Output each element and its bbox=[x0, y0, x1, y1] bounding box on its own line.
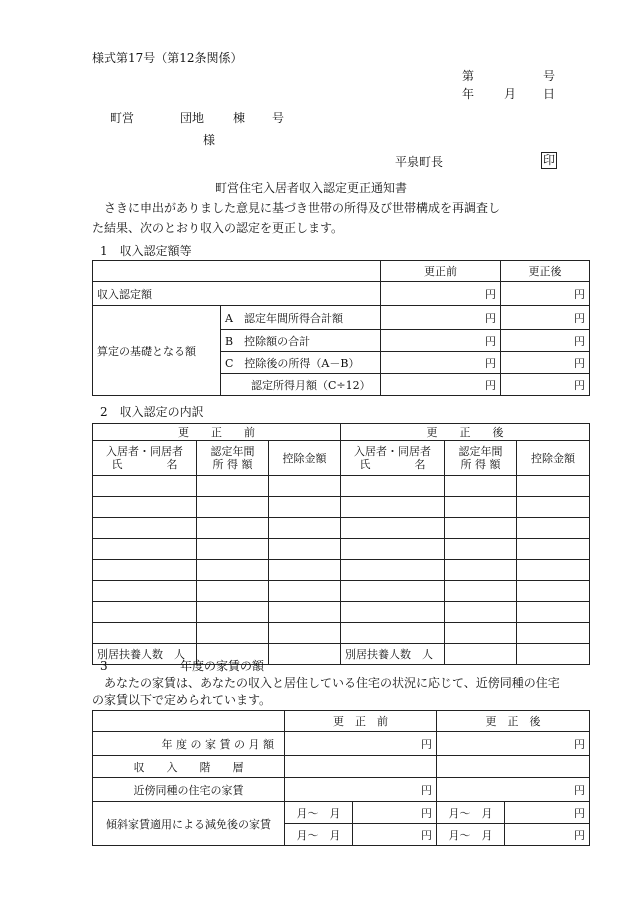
after-separate-dependents[interactable]: 別居扶養人数 人 bbox=[341, 644, 445, 665]
rent-col-after: 更 正 後 bbox=[437, 711, 590, 732]
reduced-before-amount-1[interactable]: 円 bbox=[353, 802, 437, 824]
before-member-cell[interactable] bbox=[93, 497, 197, 518]
class-before-cell[interactable] bbox=[285, 756, 437, 778]
before-deduct-cell[interactable] bbox=[269, 518, 341, 539]
section3-text-line-2: の家賃以下で定められています。 bbox=[92, 693, 272, 707]
c-before-cell[interactable]: 円 bbox=[381, 352, 501, 374]
before-annual-cell[interactable] bbox=[197, 602, 269, 623]
after-annual-cell[interactable] bbox=[445, 497, 517, 518]
before-separate-dependents[interactable]: 別居扶養人数 人 bbox=[93, 644, 197, 665]
row-basis-label: 算定の基礎となる額 bbox=[93, 306, 221, 396]
breakdown-row bbox=[93, 581, 590, 602]
after-footer-blank-1 bbox=[445, 644, 517, 665]
after-annual-cell[interactable] bbox=[445, 623, 517, 644]
recipient-honorific: 様 bbox=[203, 133, 216, 147]
monthly-after-cell[interactable]: 円 bbox=[501, 374, 590, 396]
before-member-cell[interactable] bbox=[93, 581, 197, 602]
neighbor-after-cell[interactable]: 円 bbox=[437, 778, 590, 802]
c-after-cell[interactable]: 円 bbox=[501, 352, 590, 374]
row-class-label: 収 入 階 層 bbox=[93, 756, 285, 778]
section3-heading: 年度の家賃の額 bbox=[180, 659, 265, 673]
after-deduct-cell[interactable] bbox=[517, 518, 590, 539]
before-footer-blank-2 bbox=[269, 644, 341, 665]
before-annual-cell[interactable] bbox=[197, 497, 269, 518]
address-tou: 棟 bbox=[233, 111, 246, 125]
address-danchi: 団地 bbox=[180, 111, 205, 125]
reduced-after-range-1[interactable]: 月～ 月 bbox=[437, 802, 505, 824]
after-deduct-cell[interactable] bbox=[517, 476, 590, 497]
after-annual-cell[interactable] bbox=[445, 476, 517, 497]
document-title: 町営住宅入居者収入認定更正通知書 bbox=[215, 181, 408, 195]
before-annual-cell[interactable] bbox=[197, 623, 269, 644]
before-annual-cell[interactable] bbox=[197, 560, 269, 581]
number-go: 号 bbox=[543, 69, 556, 83]
breakdown-row bbox=[93, 560, 590, 581]
before-deduct-header: 控除金額 bbox=[269, 441, 341, 476]
row-rent-label: 年 度 の 家 賃 の 月 額 bbox=[93, 732, 285, 756]
income-col-before: 更正前 bbox=[381, 261, 501, 282]
rent-table bbox=[92, 710, 590, 846]
after-annual-cell[interactable] bbox=[445, 539, 517, 560]
income-after-cell[interactable]: 円 bbox=[501, 282, 590, 306]
after-deduct-cell[interactable] bbox=[517, 560, 590, 581]
date-year: 年 bbox=[462, 87, 475, 101]
income-table bbox=[92, 260, 590, 396]
income-before-cell[interactable]: 円 bbox=[381, 282, 501, 306]
before-member-cell[interactable] bbox=[93, 602, 197, 623]
before-annual-header: 認定年間 所 得 額 bbox=[197, 441, 269, 476]
after-annual-cell[interactable] bbox=[445, 602, 517, 623]
address-gou: 号 bbox=[272, 111, 285, 125]
before-deduct-cell[interactable] bbox=[269, 476, 341, 497]
row-b-label: B 控除額の合計 bbox=[221, 330, 381, 352]
breakdown-row bbox=[93, 518, 590, 539]
breakdown-row bbox=[93, 539, 590, 560]
row-monthly-label: 認定所得月額（C÷12） bbox=[221, 374, 381, 396]
rent-table-corner bbox=[93, 711, 285, 732]
before-member-header: 入居者・同居者 氏 名 bbox=[93, 441, 197, 476]
a-before-cell[interactable]: 円 bbox=[381, 306, 501, 330]
after-deduct-header: 控除金額 bbox=[517, 441, 590, 476]
reduced-after-amount-1[interactable]: 円 bbox=[505, 802, 590, 824]
a-after-cell[interactable]: 円 bbox=[501, 306, 590, 330]
section3-number: 3 bbox=[100, 659, 108, 673]
before-member-cell[interactable] bbox=[93, 560, 197, 581]
breakdown-row bbox=[93, 497, 590, 518]
after-annual-cell[interactable] bbox=[445, 581, 517, 602]
row-c-label: C 控除後の所得（A－B） bbox=[221, 352, 381, 374]
reduced-after-range-2[interactable]: 月～ 月 bbox=[437, 824, 505, 846]
reduced-before-range-1[interactable]: 月～ 月 bbox=[285, 802, 353, 824]
rent-after-cell[interactable]: 円 bbox=[437, 732, 590, 756]
row-neighbor-label: 近傍同種の住宅の家賃 bbox=[93, 778, 285, 802]
after-member-cell[interactable] bbox=[341, 476, 445, 497]
before-deduct-cell[interactable] bbox=[269, 623, 341, 644]
after-deduct-cell[interactable] bbox=[517, 539, 590, 560]
reduced-before-range-2[interactable]: 月～ 月 bbox=[285, 824, 353, 846]
form-number: 様式第17号（第12条関係） bbox=[92, 51, 243, 65]
after-member-cell[interactable] bbox=[341, 602, 445, 623]
before-deduct-cell[interactable] bbox=[269, 581, 341, 602]
before-deduct-cell[interactable] bbox=[269, 560, 341, 581]
after-member-cell[interactable] bbox=[341, 497, 445, 518]
before-deduct-cell[interactable] bbox=[269, 497, 341, 518]
after-deduct-cell[interactable] bbox=[517, 602, 590, 623]
reduced-before-amount-2[interactable]: 円 bbox=[353, 824, 437, 846]
b-after-cell[interactable]: 円 bbox=[501, 330, 590, 352]
after-member-cell[interactable] bbox=[341, 539, 445, 560]
class-after-cell[interactable] bbox=[437, 756, 590, 778]
body-text-line-1: さきに申出がありました意見に基づき世帯の所得及び世帯構成を再調査し bbox=[104, 201, 501, 215]
after-annual-header: 認定年間 所 得 額 bbox=[445, 441, 517, 476]
row-income-label: 収入認定額 bbox=[93, 282, 381, 306]
breakdown-row bbox=[93, 476, 590, 497]
breakdown-row bbox=[93, 602, 590, 623]
after-annual-cell[interactable] bbox=[445, 560, 517, 581]
row-a-label: A 認定年間所得合計額 bbox=[221, 306, 381, 330]
after-annual-cell[interactable] bbox=[445, 518, 517, 539]
before-member-cell[interactable] bbox=[93, 476, 197, 497]
before-annual-cell[interactable] bbox=[197, 581, 269, 602]
before-deduct-cell[interactable] bbox=[269, 539, 341, 560]
seal-mark: 印 bbox=[542, 153, 555, 167]
section3-text-line-1: あなたの家賃は、あなたの収入と居住している住宅の状況に応じて、近傍同種の住宅 bbox=[104, 676, 560, 690]
breakdown-row bbox=[93, 623, 590, 644]
before-annual-cell[interactable] bbox=[197, 476, 269, 497]
date-month: 月 bbox=[504, 87, 517, 101]
after-deduct-cell[interactable] bbox=[517, 623, 590, 644]
row-reduced-label: 傾斜家賃適用による減免後の家賃 bbox=[93, 802, 285, 846]
after-member-cell[interactable] bbox=[341, 623, 445, 644]
before-member-cell[interactable] bbox=[93, 539, 197, 560]
monthly-before-cell[interactable]: 円 bbox=[381, 374, 501, 396]
section1-heading: 1 収入認定額等 bbox=[100, 244, 192, 258]
breakdown-table bbox=[92, 423, 590, 665]
after-member-cell[interactable] bbox=[341, 518, 445, 539]
b-before-cell[interactable]: 円 bbox=[381, 330, 501, 352]
after-footer-blank-2 bbox=[517, 644, 590, 665]
address-chouei: 町営 bbox=[110, 111, 135, 125]
after-member-cell[interactable] bbox=[341, 581, 445, 602]
before-annual-cell[interactable] bbox=[197, 539, 269, 560]
breakdown-after-header: 更 正 後 bbox=[341, 424, 590, 441]
section2-heading: 2 収入認定の内訳 bbox=[100, 405, 204, 419]
before-member-cell[interactable] bbox=[93, 518, 197, 539]
breakdown-before-header: 更 正 前 bbox=[93, 424, 341, 441]
before-deduct-cell[interactable] bbox=[269, 602, 341, 623]
rent-before-cell[interactable]: 円 bbox=[285, 732, 437, 756]
reduced-after-amount-2[interactable]: 円 bbox=[505, 824, 590, 846]
body-text-line-2: た結果、次のとおり収入の認定を更正します。 bbox=[92, 221, 344, 235]
neighbor-before-cell[interactable]: 円 bbox=[285, 778, 437, 802]
date-day: 日 bbox=[543, 87, 556, 101]
income-table-corner bbox=[93, 261, 381, 282]
after-member-cell[interactable] bbox=[341, 560, 445, 581]
number-dai: 第 bbox=[462, 69, 475, 83]
after-deduct-cell[interactable] bbox=[517, 497, 590, 518]
before-member-cell[interactable] bbox=[93, 623, 197, 644]
mayor-name: 平泉町長 bbox=[395, 155, 444, 169]
rent-col-before: 更 正 前 bbox=[285, 711, 437, 732]
after-member-header: 入居者・同居者 氏 名 bbox=[341, 441, 445, 476]
after-deduct-cell[interactable] bbox=[517, 581, 590, 602]
income-col-after: 更正後 bbox=[501, 261, 590, 282]
before-annual-cell[interactable] bbox=[197, 518, 269, 539]
